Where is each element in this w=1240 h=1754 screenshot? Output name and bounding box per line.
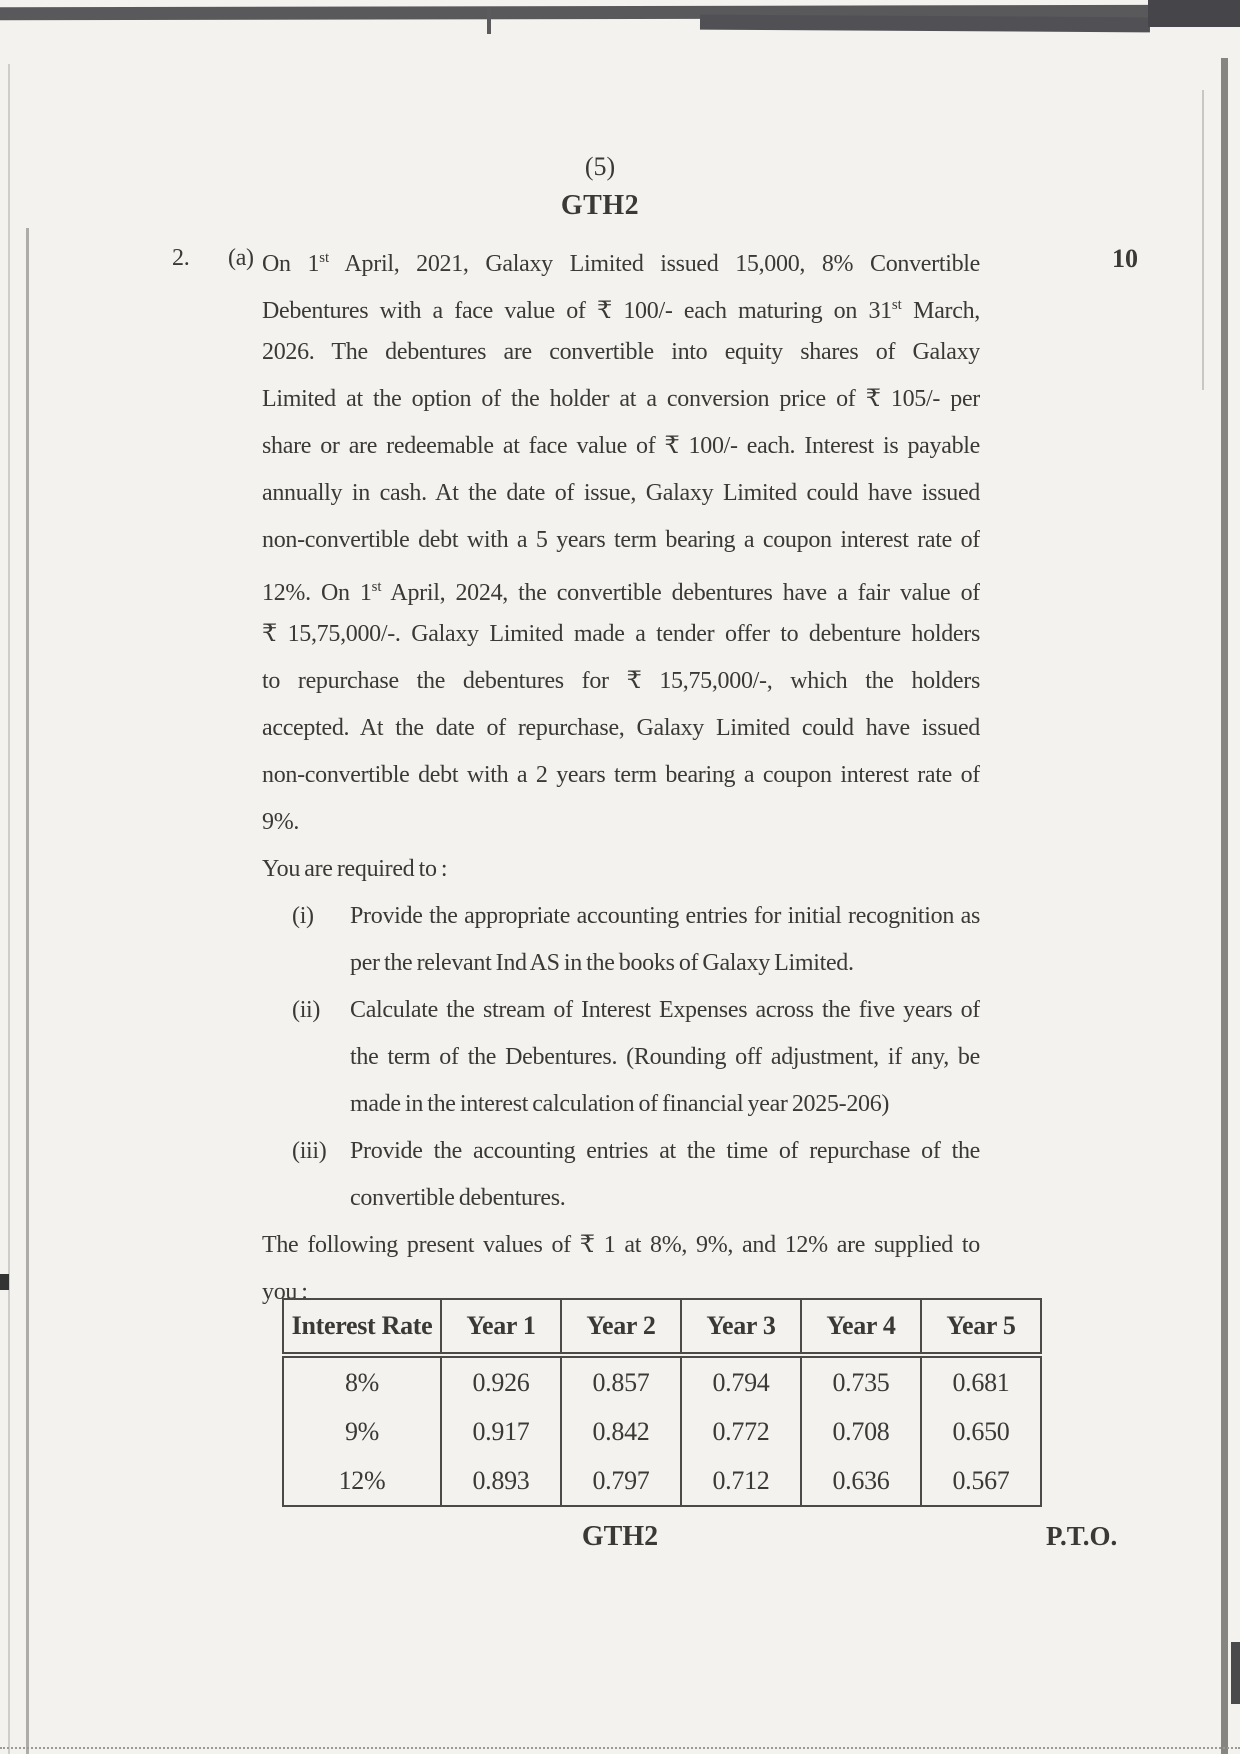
pv-cell: 0.708 (801, 1407, 921, 1456)
paragraph-line: ₹ 15,75,000/-. Galaxy Limited made a tender offer to debenture holders (262, 621, 980, 647)
table-row (283, 1355, 1041, 1407)
question-2a-block (172, 235, 984, 1316)
pv-cell: 0.567 (921, 1456, 1041, 1506)
paper-code-header: GTH2 (560, 190, 640, 221)
column-header-year2: Year 2 (561, 1299, 681, 1355)
pv-cell: 0.857 (561, 1355, 681, 1407)
rate-cell: 9% (283, 1407, 441, 1456)
paragraph-line: Limited at the option of the holder at a conversion price of ₹ 105/- per (262, 386, 980, 412)
scan-artifact-bottom-dotted-edge (0, 1747, 1240, 1749)
sub-question-label: (ii) (292, 997, 321, 1023)
sub-question-i (292, 893, 980, 987)
pv-cell: 0.681 (921, 1355, 1041, 1407)
present-value-table (282, 1298, 1042, 1507)
paragraph-line: non-convertible debt with a 2 years term bearing a coupon interest rate of (262, 762, 980, 788)
paragraph-line: Debentures with a face value of ₹ 100/- each maturing on 31st March, (262, 297, 980, 324)
sub-question-line: Provide the accounting entries at the time of repurchase of the (350, 1138, 980, 1164)
sub-question-line: convertible debentures. (350, 1185, 566, 1211)
sub-question-iii (292, 1128, 980, 1222)
column-header-year5: Year 5 (921, 1299, 1041, 1355)
paper-code-footer: GTH2 (581, 1521, 659, 1552)
pv-cell: 0.735 (801, 1355, 921, 1407)
scan-artifact-top-right-corner (1148, 0, 1240, 27)
present-value-note-line: The following present values of ₹ 1 at 8%, 9%, and 12% are supplied to (262, 1232, 980, 1258)
pv-cell: 0.842 (561, 1407, 681, 1456)
paragraph-line: On 1st April, 2021, Galaxy Limited issued 15,000, 8% Convertible (262, 250, 980, 277)
scan-artifact-left-hairline (8, 64, 10, 1754)
sub-question-label: (iii) (292, 1138, 327, 1164)
scan-artifact-top-tick (487, 8, 491, 34)
rate-cell: 12% (283, 1456, 441, 1506)
pv-cell: 0.650 (921, 1407, 1041, 1456)
sub-question-line: Provide the appropriate accounting entries for initial recognition as (350, 903, 980, 929)
paragraph-line: to repurchase the debentures for ₹ 15,75,000/-, which the holders (262, 668, 980, 694)
pv-cell: 0.772 (681, 1407, 801, 1456)
paragraph-line: accepted. At the date of repurchase, Galaxy Limited could have issued (262, 715, 980, 741)
pv-cell: 0.712 (681, 1456, 801, 1506)
column-header-year3: Year 3 (681, 1299, 801, 1355)
sub-question-line: per the relevant Ind AS in the books of Galaxy Limited. (350, 950, 854, 976)
pto-label: P.T.O. (1046, 1521, 1118, 1551)
pv-cell: 0.926 (441, 1355, 561, 1407)
question-number: 2. (172, 245, 190, 271)
paragraph-line: share or are redeemable at face value of ₹ 100/- each. Interest is payable (262, 433, 980, 459)
sub-question-line: the term of the Debentures. (Rounding off adjustment, if any, be (350, 1044, 980, 1070)
question-part-label: (a) (228, 245, 254, 271)
scan-artifact-top-bar-right (700, 15, 1150, 33)
marks-allotted: 10 (1112, 244, 1138, 273)
scan-artifact-right-edge-line (1221, 58, 1228, 1754)
column-header-interest-rate: Interest Rate (283, 1299, 441, 1355)
sub-question-line: Calculate the stream of Interest Expenses across the five years of (350, 997, 980, 1023)
pv-cell: 0.893 (441, 1456, 561, 1506)
paragraph-line: 12%. On 1st April, 2024, the convertible debentures have a fair value of (262, 579, 980, 606)
pv-cell: 0.636 (801, 1456, 921, 1506)
question-text-column (262, 235, 980, 1316)
pv-cell: 0.794 (681, 1355, 801, 1407)
pv-cell: 0.917 (441, 1407, 561, 1456)
sub-question-ii (292, 987, 980, 1128)
present-value-note-line: you : (262, 1279, 308, 1305)
paragraph-line: 2026. The debentures are convertible into equity shares of Galaxy (262, 339, 980, 365)
paragraph-line: annually in cash. At the date of issue, Galaxy Limited could have issued (262, 480, 980, 506)
scan-artifact-left-blob (0, 1274, 9, 1290)
column-header-year4: Year 4 (801, 1299, 921, 1355)
scan-artifact-bottom-right-mark (1231, 1642, 1240, 1704)
page-number: (5) (584, 152, 616, 181)
paragraph-line: non-convertible debt with a 5 years term bearing a coupon interest rate of (262, 527, 980, 553)
column-header-year1: Year 1 (441, 1299, 561, 1355)
table-row (283, 1407, 1041, 1456)
rate-cell: 8% (283, 1355, 441, 1407)
table-header-row (283, 1299, 1041, 1355)
table-row (283, 1456, 1041, 1506)
scan-artifact-right-inner-line (1202, 90, 1204, 390)
requirement-intro: You are required to : (262, 856, 448, 882)
paragraph-line: 9%. (262, 809, 300, 835)
pv-cell: 0.797 (561, 1456, 681, 1506)
sub-question-label: (i) (292, 903, 314, 929)
sub-question-line: made in the interest calculation of financial year 2025-206) (350, 1091, 890, 1117)
